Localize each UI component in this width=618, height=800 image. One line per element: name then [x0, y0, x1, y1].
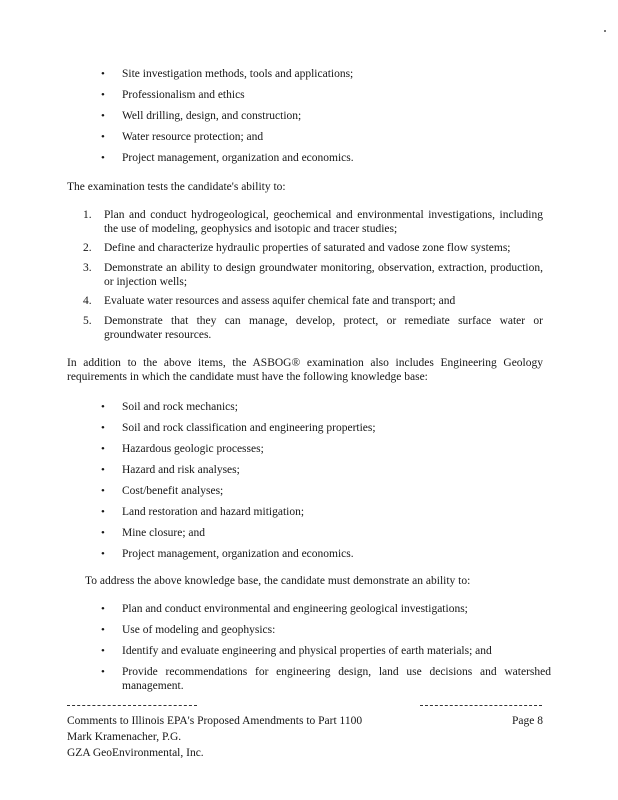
bullet-icon: • [101, 443, 105, 455]
list-item: • Provide recommendations for engineering design, land use decisions and watershed management. [101, 666, 551, 692]
bullet-icon: • [101, 152, 105, 164]
bullet-icon: • [101, 422, 105, 434]
list-item: 5. Demonstrate that they can manage, develop, protect, or remediate surface water or groundwater resources. [83, 315, 543, 341]
exam-numbered-list [83, 208, 543, 342]
footer-rule [67, 705, 197, 706]
list-item: • Soil and rock mechanics; [101, 401, 238, 413]
list-item: • Water resource protection; and [101, 131, 264, 143]
bullet-icon: • [101, 548, 105, 560]
bullet-icon: • [101, 401, 105, 413]
list-item: • Soil and rock classification and engineering properties; [101, 422, 376, 434]
bullet-icon: • [101, 89, 105, 101]
scan-speck [604, 30, 606, 32]
top-bullet-list [101, 67, 551, 172]
list-item: • Professionalism and ethics [101, 89, 245, 101]
bullet-icon: • [101, 485, 105, 497]
exam-intro: The examination tests the candidate's ability to: [67, 181, 286, 193]
bullet-icon: • [101, 527, 105, 539]
bullet-icon: • [101, 624, 105, 636]
bullet-icon: • [101, 68, 105, 80]
bullet-icon: • [101, 110, 105, 122]
list-item: 4. Evaluate water resources and assess aquifer chemical fate and transport; and [83, 295, 456, 307]
bullet-icon: • [101, 645, 105, 657]
list-item: 1. Plan and conduct hydrogeological, geochemical and environmental investigations, including the use of modeling, geophysics and isotopic and tracer studies; [83, 209, 543, 235]
list-item: • Project management, organization and economics. [101, 548, 354, 560]
list-item: 3. Demonstrate an ability to design groundwater monitoring, observation, extraction, production, or injection wells; [83, 262, 543, 288]
list-item: • Hazard and risk analyses; [101, 464, 240, 476]
list-item: • Use of modeling and geophysics: [101, 624, 276, 636]
ability-intro: To address the above knowledge base, the candidate must demonstrate an ability to: [85, 575, 471, 587]
list-item: • Identify and evaluate engineering and physical properties of earth materials; and [101, 645, 492, 657]
ability-bullet-list [101, 602, 551, 695]
list-item: • Mine closure; and [101, 527, 206, 539]
page-footer [67, 713, 543, 761]
bullet-icon: • [101, 666, 105, 678]
list-item: • Hazardous geologic processes; [101, 443, 264, 455]
footer-company: GZA GeoEnvironmental, Inc. [67, 747, 204, 759]
list-item: • Land restoration and hazard mitigation; [101, 506, 305, 518]
page-number: Page 8 [512, 715, 543, 727]
list-item: • Project management, organization and economics. [101, 152, 354, 164]
list-item: • Cost/benefit analyses; [101, 485, 224, 497]
bullet-icon: • [101, 464, 105, 476]
footer-title: Comments to Illinois EPA's Proposed Amendments to Part 1100 [67, 715, 363, 727]
asbog-paragraph: In addition to the above items, the ASBOG® examination also includes Engineering Geology requirements in which the candidate must have the following knowledge base: [67, 357, 543, 383]
footer-rule-right [420, 705, 542, 706]
bullet-icon: • [101, 603, 105, 615]
knowledge-bullet-list [101, 400, 551, 568]
list-item: • Plan and conduct environmental and engineering geological investigations; [101, 603, 468, 615]
footer-author: Mark Kramenacher, P.G. [67, 731, 182, 743]
list-item: • Site investigation methods, tools and applications; [101, 68, 354, 80]
list-item: • Well drilling, design, and construction; [101, 110, 302, 122]
bullet-icon: • [101, 131, 105, 143]
bullet-icon: • [101, 506, 105, 518]
list-item: 2. Define and characterize hydraulic properties of saturated and vadose zone flow systems; [83, 242, 511, 254]
